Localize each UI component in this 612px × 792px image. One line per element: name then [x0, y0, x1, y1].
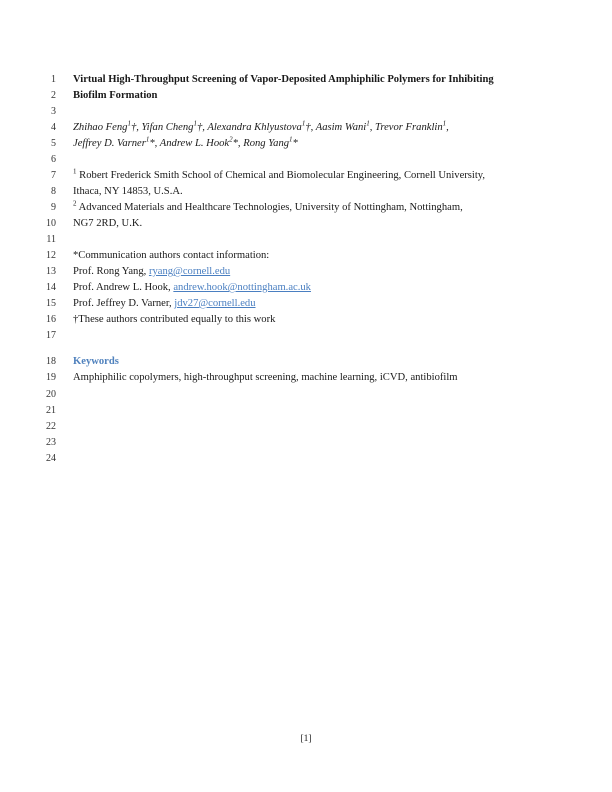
- author-affiliation-mark: 1: [366, 119, 370, 128]
- line-number: 13: [46, 266, 56, 277]
- author-note-mark: †,: [130, 122, 142, 133]
- affiliation-mark: 1: [73, 167, 77, 176]
- paper-title-line-2: Biofilm Formation: [73, 90, 158, 101]
- author-note-mark: †,: [305, 122, 316, 133]
- line-number: 4: [51, 122, 56, 133]
- line-number: 21: [46, 405, 56, 416]
- contact-heading: *Communication authors contact information:: [73, 250, 270, 261]
- affiliation-1-line-1: [73, 169, 533, 183]
- author-list-line-1: [73, 121, 533, 135]
- line-number: 14: [46, 282, 56, 293]
- line-number: 5: [51, 138, 56, 149]
- line-number: 8: [51, 186, 56, 197]
- author-note-mark: *,: [232, 138, 244, 149]
- author-affiliation-mark: 1: [145, 135, 150, 144]
- page-number: [1]: [300, 734, 312, 744]
- author-note-mark: †,: [196, 122, 208, 133]
- line-number: 22: [46, 421, 56, 432]
- line-number: 3: [51, 106, 56, 117]
- affiliation-2-line-2: NG7 2RD, U.K.: [73, 218, 143, 229]
- author-name: Aasim Wani: [315, 122, 367, 133]
- author-name: Andrew L. Hook: [159, 138, 230, 149]
- email-link-andrew-hook[interactable]: andrew.hook@nottingham.ac.uk: [173, 282, 311, 293]
- affiliation-mark: 2: [73, 199, 77, 208]
- author-affiliation-mark: 1: [289, 135, 293, 144]
- keywords-text: Amphiphilic copolymers, high-throughput screening, machine learning, iCVD, antibiofilm: [73, 372, 458, 383]
- author-name: Jeffrey D. Varner: [73, 138, 146, 149]
- line-number: 18: [46, 356, 56, 367]
- line-number: 11: [46, 234, 56, 245]
- line-number: 10: [46, 218, 56, 229]
- line-number: 12: [46, 250, 56, 261]
- contact-name: Prof. Jeffrey D. Varner,: [73, 298, 175, 309]
- contact-name: Prof. Rong Yang,: [73, 266, 149, 277]
- line-number: 9: [51, 202, 56, 213]
- line-number: 24: [46, 453, 56, 464]
- line-number: 6: [51, 154, 56, 165]
- author-name: Trevor Franklin: [375, 122, 443, 133]
- line-number: 2: [51, 90, 56, 101]
- author-affiliation-mark: 1: [127, 119, 131, 128]
- author-affiliation-mark: 2: [229, 135, 233, 144]
- author-name: Yifan Cheng: [141, 122, 194, 133]
- line-number: 23: [46, 437, 56, 448]
- author-note-mark: ,: [446, 122, 449, 133]
- line-number: 20: [46, 389, 56, 400]
- author-note-mark: *: [292, 138, 298, 149]
- author-note-mark: *,: [149, 138, 160, 149]
- email-link-jeffrey-varner[interactable]: jdv27@cornell.edu: [174, 298, 256, 309]
- author-note-mark: ,: [369, 122, 376, 133]
- author-name: Alexandra Khlyustova: [207, 122, 302, 133]
- author-affiliation-mark: 1: [301, 119, 306, 128]
- affiliation-2-line-1: [73, 201, 533, 215]
- author-affiliation-mark: 1: [442, 119, 447, 128]
- author-affiliation-mark: 1: [193, 119, 197, 128]
- email-link-rong-yang[interactable]: ryang@cornell.edu: [148, 266, 231, 277]
- affiliation-text: Robert Frederick Smith School of Chemical and Biomolecular Engineering, Cornell University,: [79, 170, 486, 181]
- paper-title-line-1: Virtual High-Throughput Screening of Vapor-Deposited Amphiphilic Polymers for Inhibiting: [73, 74, 494, 85]
- equal-contribution-note: †These authors contributed equally to this work: [73, 314, 276, 325]
- line-number: 19: [46, 372, 56, 383]
- author-name: Rong Yang: [243, 138, 290, 149]
- contact-line-jeffrey-varner: [73, 297, 533, 311]
- contact-name: Prof. Andrew L. Hook,: [73, 282, 174, 293]
- keywords-heading: Keywords: [73, 356, 119, 367]
- contact-line-rong-yang: [73, 265, 533, 279]
- contact-line-andrew-hook: [73, 281, 533, 295]
- affiliation-1-line-2: Ithaca, NY 14853, U.S.A.: [73, 186, 183, 197]
- line-number: 15: [46, 298, 56, 309]
- author-list-line-2: [73, 137, 533, 151]
- line-number: 7: [51, 170, 56, 181]
- affiliation-text: Advanced Materials and Healthcare Technologies, University of Nottingham, Nottingham,: [78, 202, 463, 213]
- line-number: 16: [46, 314, 56, 325]
- line-number: 1: [51, 74, 56, 85]
- line-number: 17: [46, 330, 56, 341]
- author-name: Zhihao Feng: [73, 122, 128, 133]
